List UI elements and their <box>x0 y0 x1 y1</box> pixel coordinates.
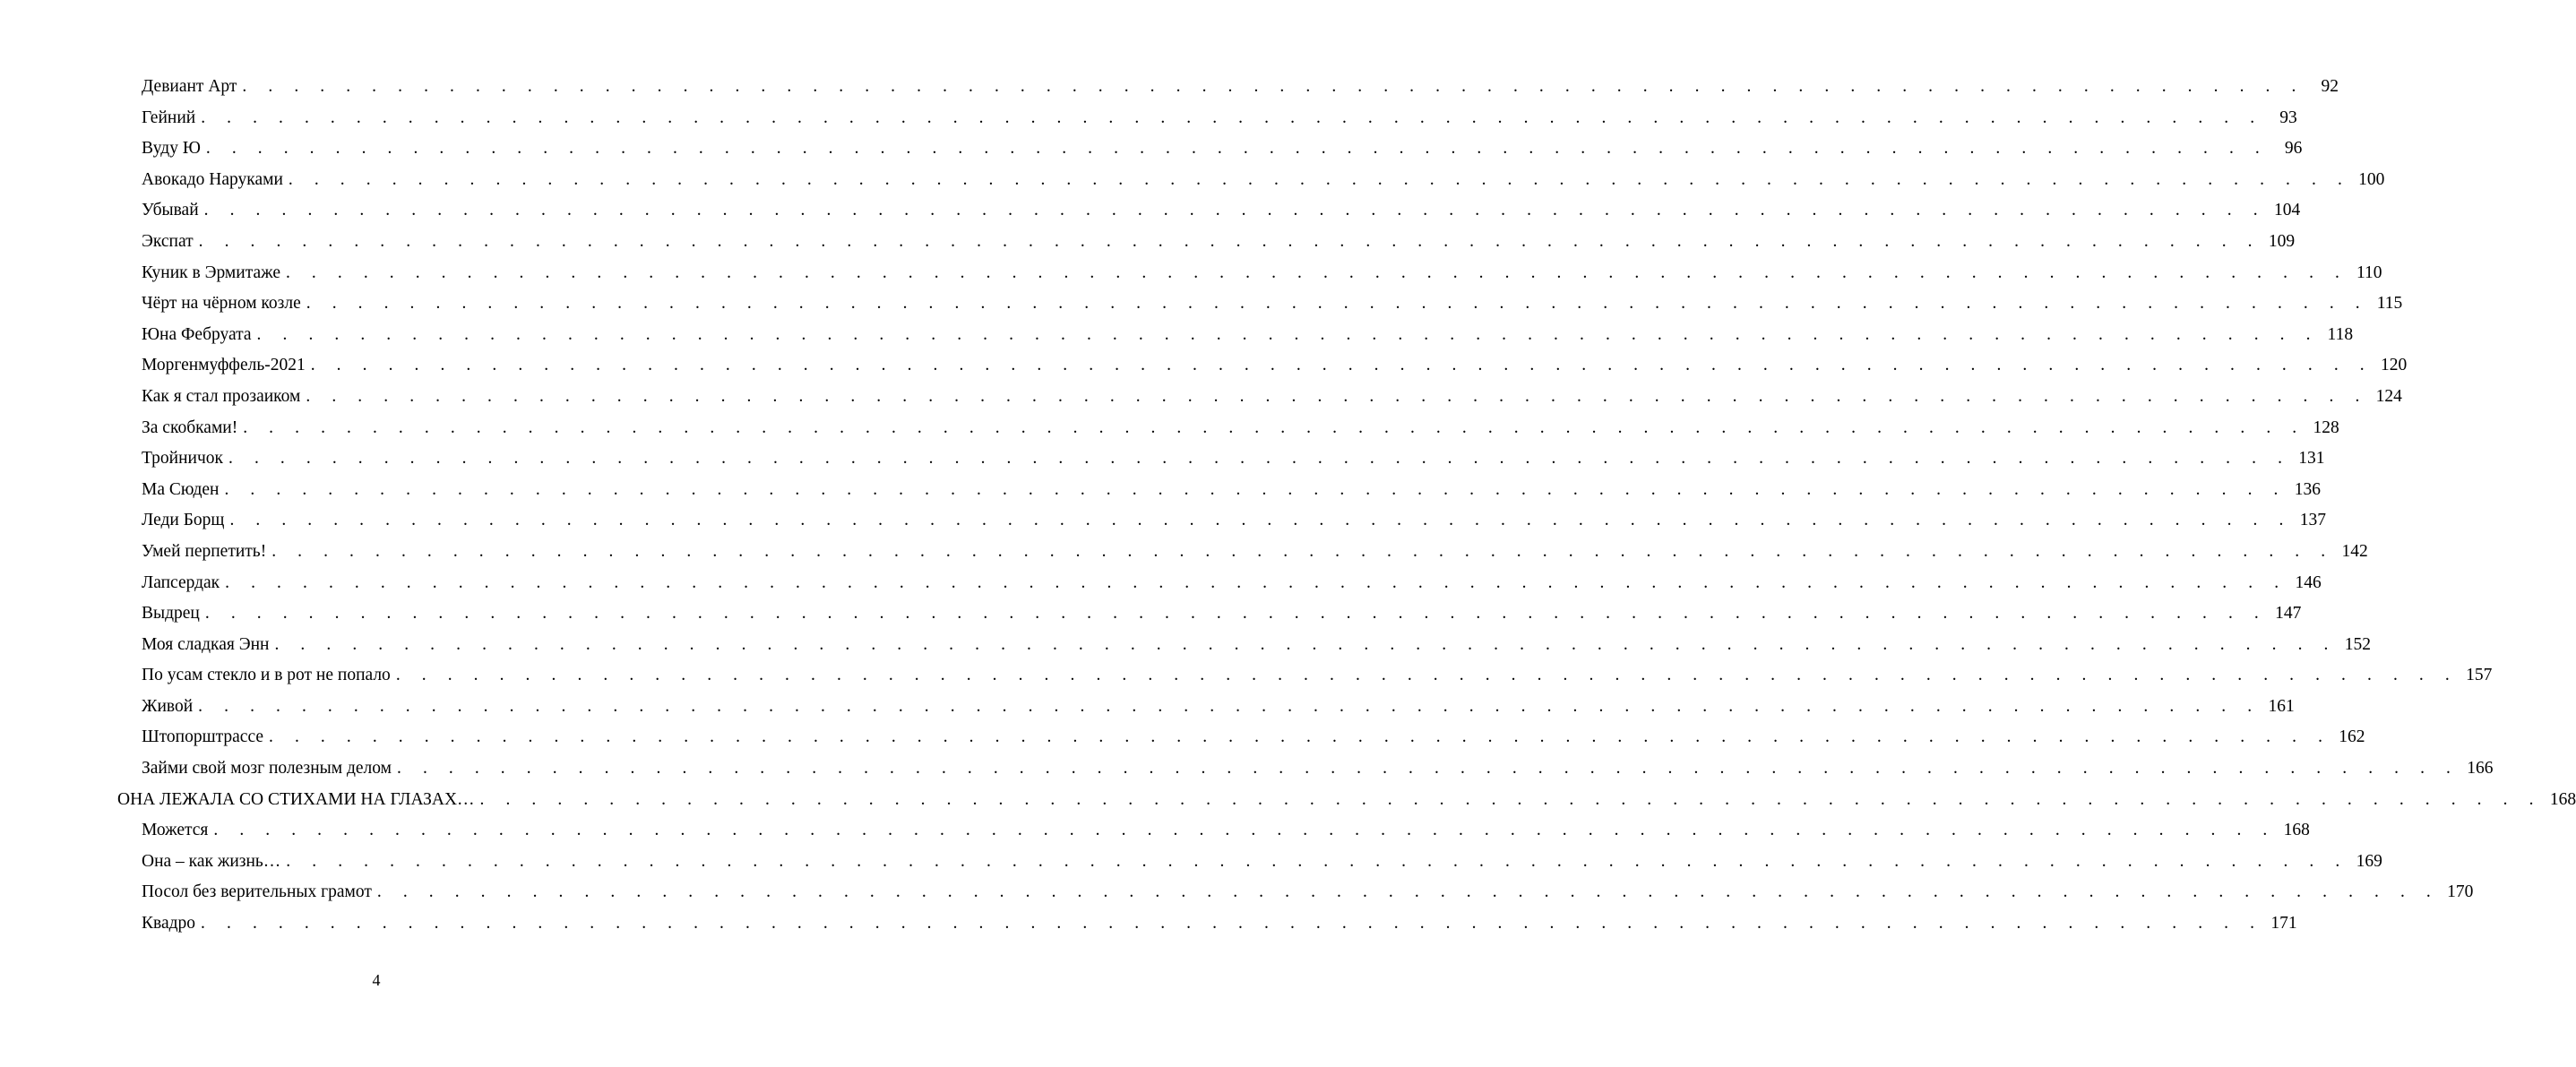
toc-dot-leader: . . . . . . . . . . . . . . . . . . . . . . . . . . . . . . . . . . . . . . . . . . . . . . . . . . . . . . . . . . . . . . . . . . . . . . . . . . . . . . . . <box>243 417 2305 437</box>
toc-dot-leader: . . . . . . . . . . . . . . . . . . . . . . . . . . . . . . . . . . . . . . . . . . . . . . . . . . . . . . . . . . . . . . . . . . . . . . . . . . . . . . . . <box>285 262 2348 282</box>
toc-entry <box>0 133 2303 165</box>
toc-entry-page: 168 <box>2283 821 2310 840</box>
toc-entry <box>0 413 2339 444</box>
toc-dot-leader: . . . . . . . . . . . . . . . . . . . . . . . . . . . . . . . . . . . . . . . . . . . . . . . . . . . . . . . . . . . . . . . . . . . . . . . . . . . . . . . . <box>274 634 2337 654</box>
toc-entry-page: 128 <box>2313 417 2339 437</box>
toc-entry-line <box>142 475 2321 506</box>
toc-entry-title: Лапсердак <box>142 572 220 592</box>
toc-entry <box>0 165 2385 196</box>
toc-entry-title: Можется <box>142 821 209 840</box>
toc-entry-title: ОНА ЛЕЖАЛА СО СТИХАМИ НА ГЛАЗАХ… <box>117 789 475 809</box>
toc-dot-leader: . . . . . . . . . . . . . . . . . . . . . . . . . . . . . . . . . . . . . . . . . . . . . . . . . . . . . . . . . . . . . . . . . . . . . . . . . . . . . . . . <box>198 231 2262 251</box>
toc-entry-title: Выдрец <box>142 604 200 624</box>
toc-entry-page: 157 <box>2466 666 2493 685</box>
toc-entry-page: 109 <box>2268 231 2296 251</box>
toc-entry <box>0 505 2326 537</box>
toc-dot-leader: . . . . . . . . . . . . . . . . . . . . . . . . . . . . . . . . . . . . . . . . . . . . . . . . . . . . . . . . . . . . . . . . . . . . . . . . . . . . . . . . <box>479 789 2543 809</box>
toc-entry-line <box>142 165 2385 196</box>
toc-dot-leader: . . . . . . . . . . . . . . . . . . . . . . . . . . . . . . . . . . . . . . . . . . . . . . . . . . . . . . . . . . . . . . . . . . . . . . . . . . . . . . . . <box>306 294 2369 314</box>
toc-entry-page: 96 <box>2284 139 2303 159</box>
toc-entry-line <box>142 382 2402 413</box>
toc-dot-leader: . . . . . . . . . . . . . . . . . . . . . . . . . . . . . . . . . . . . . . . . . . . . . . . . . . . . . . . . . . . . . . . . . . . . . . . . . . . . . . . . <box>271 541 2334 561</box>
toc-entry-page: 168 <box>2549 789 2576 809</box>
toc-entry-line <box>142 630 2371 661</box>
toc-entry-page: 104 <box>2273 201 2301 220</box>
toc-entry <box>0 443 2325 475</box>
toc-entry-line <box>142 847 2382 878</box>
toc-entry-line <box>142 722 2365 753</box>
toc-section-heading <box>0 785 2576 816</box>
toc-entry-page: 124 <box>2375 386 2402 406</box>
toc-entry-page: 146 <box>2295 572 2322 592</box>
toc-entry-title: Убывай <box>142 201 199 220</box>
toc-entry-title: Леди Борщ <box>142 511 225 530</box>
toc-dot-leader: . . . . . . . . . . . . . . . . . . . . . . . . . . . . . . . . . . . . . . . . . . . . . . . . . . . . . . . . . . . . . . . . . . . . . . . . . . . . . . . . <box>225 572 2287 592</box>
toc-entry-page: 93 <box>2279 108 2297 127</box>
toc-entry-title: Ма Сюден <box>142 479 220 499</box>
toc-entry-line <box>142 320 2354 351</box>
toc-entry-page: 137 <box>2299 511 2326 530</box>
toc-entry-page: 131 <box>2298 449 2325 469</box>
toc-dot-leader: . . . . . . . . . . . . . . . . . . . . . . . . . . . . . . . . . . . . . . . . . . . . . . . . . . . . . . . . . . . . . . . . . . . . . . . . . . . . . . . . <box>269 727 2331 747</box>
toc-dot-leader: . . . . . . . . . . . . . . . . . . . . . . . . . . . . . . . . . . . . . . . . . . . . . . . . . . . . . . . . . . . . . . . . . . . . . . . . . . . . . . . . <box>198 696 2261 716</box>
toc-entry-title: Займи свой мозг полезным делом <box>142 759 392 779</box>
toc-entry-page: 169 <box>2356 851 2382 871</box>
toc-entry <box>0 847 2382 878</box>
toc-entry-line <box>142 227 2296 258</box>
toc-entry-title: Тройничок <box>142 449 224 469</box>
toc-entry-page: 142 <box>2341 541 2368 561</box>
toc-entry-line <box>142 288 2403 320</box>
toc-entry-line <box>142 413 2339 444</box>
toc-dot-leader: . . . . . . . . . . . . . . . . . . . . . . . . . . . . . . . . . . . . . . . . . . . . . . . . . . . . . . . . . . . . . . . . . . . . . . . . . . . . . . . . <box>203 201 2267 220</box>
toc-entry-line <box>142 753 2494 785</box>
toc-entry-line <box>142 660 2493 692</box>
toc-entry <box>0 72 2339 103</box>
toc-dot-leader: . . . . . . . . . . . . . . . . . . . . . . . . . . . . . . . . . . . . . . . . . . . . . . . . . . . . . . . . . . . . . . . . . . . . . . . . . . . . . . . . <box>201 108 2263 127</box>
toc-entry-line <box>142 815 2310 847</box>
toc-dot-leader: . . . . . . . . . . . . . . . . . . . . . . . . . . . . . . . . . . . . . . . . . . . . . . . . . . . . . . . . . . . . . . . . . . . . . . . . . . . . . . . . <box>397 759 2460 779</box>
toc-entry-title: Посол без верительных грамот <box>142 882 372 902</box>
toc-entry-line <box>142 877 2474 908</box>
toc-entry-title: Умей перпетить! <box>142 541 267 561</box>
toc-entry-page: 166 <box>2467 759 2494 779</box>
toc-entry <box>0 630 2371 661</box>
toc-entry <box>0 568 2322 599</box>
toc-entry-page: 162 <box>2339 727 2365 747</box>
toc-entry-line <box>142 692 2295 723</box>
toc-dot-leader: . . . . . . . . . . . . . . . . . . . . . . . . . . . . . . . . . . . . . . . . . . . . . . . . . . . . . . . . . . . . . . . . . . . . . . . . . . . . . . . . <box>395 666 2459 685</box>
toc-entry-line <box>142 598 2302 630</box>
toc-entry <box>0 660 2493 692</box>
toc-dot-leader: . . . . . . . . . . . . . . . . . . . . . . . . . . . . . . . . . . . . . . . . . . . . . . . . . . . . . . . . . . . . . . . . . . . . . . . . . . . . . . . . <box>201 914 2263 934</box>
toc-entry-title: Она – как жизнь… <box>142 851 281 871</box>
toc-entry-page: 161 <box>2268 696 2295 716</box>
toc-entry-title: Куник в Эрмитаже <box>142 262 280 282</box>
toc-dot-leader: . . . . . . . . . . . . . . . . . . . . . . . . . . . . . . . . . . . . . . . . . . . . . . . . . . . . . . . . . . . . . . . . . . . . . . . . . . . . . . . . <box>242 77 2305 96</box>
toc-entry-title: Квадро <box>142 914 196 934</box>
toc-entry-title: Юна Фебруата <box>142 324 252 344</box>
toc-dot-leader: . . . . . . . . . . . . . . . . . . . . . . . . . . . . . . . . . . . . . . . . . . . . . . . . . . . . . . . . . . . . . . . . . . . . . . . . . . . . . . . . <box>256 324 2320 344</box>
toc-entry-title: Живой <box>142 696 194 716</box>
toc-entry <box>0 908 2297 940</box>
toc-entry-page: 92 <box>2321 77 2339 96</box>
toc-entry-title: Девиант Арт <box>142 77 237 96</box>
toc-entry <box>0 382 2402 413</box>
toc-entry <box>0 320 2354 351</box>
toc-dot-leader: . . . . . . . . . . . . . . . . . . . . . . . . . . . . . . . . . . . . . . . . . . . . . . . . . . . . . . . . . . . . . . . . . . . . . . . . . . . . . . . . <box>306 386 2368 406</box>
toc-entry <box>0 227 2296 258</box>
toc-entry-page: 110 <box>2356 262 2382 282</box>
toc-entry-line <box>117 785 2576 816</box>
toc-entry-title: Моргенмуффель-2021 <box>142 356 306 375</box>
toc-entry <box>0 877 2474 908</box>
toc-entry-title: Чёрт на чёрном козле <box>142 294 301 314</box>
toc-entry-page: 171 <box>2270 914 2297 934</box>
toc-entry-line <box>142 443 2325 475</box>
toc-entry-page: 120 <box>2381 356 2408 375</box>
toc-entry-title: Экспат <box>142 231 194 251</box>
toc-entry <box>0 815 2310 847</box>
toc-entry-title: Вуду Ю <box>142 139 201 159</box>
toc-dot-leader: . . . . . . . . . . . . . . . . . . . . . . . . . . . . . . . . . . . . . . . . . . . . . . . . . . . . . . . . . . . . . . . . . . . . . . . . . . . . . . . . <box>286 851 2348 871</box>
toc-entry-title: Как я стал прозаиком <box>142 386 301 406</box>
toc-entry-line <box>142 568 2322 599</box>
toc-entry <box>0 475 2321 506</box>
table-of-contents <box>0 72 2576 940</box>
toc-dot-leader: . . . . . . . . . . . . . . . . . . . . . . . . . . . . . . . . . . . . . . . . . . . . . . . . . . . . . . . . . . . . . . . . . . . . . . . . . . . . . . . . <box>213 821 2276 840</box>
toc-dot-leader: . . . . . . . . . . . . . . . . . . . . . . . . . . . . . . . . . . . . . . . . . . . . . . . . . . . . . . . . . . . . . . . . . . . . . . . . . . . . . . . . <box>228 449 2291 469</box>
toc-entry <box>0 258 2382 289</box>
toc-entry-line <box>142 350 2408 382</box>
toc-dot-leader: . . . . . . . . . . . . . . . . . . . . . . . . . . . . . . . . . . . . . . . . . . . . . . . . . . . . . . . . . . . . . . . . . . . . . . . . . . . . . . . . <box>224 479 2287 499</box>
toc-entry <box>0 722 2365 753</box>
toc-entry <box>0 537 2368 568</box>
toc-entry-line <box>142 258 2382 289</box>
toc-entry <box>0 350 2408 382</box>
toc-entry-page: 147 <box>2275 604 2302 624</box>
toc-entry-title: По усам стекло и в рот не попало <box>142 666 391 685</box>
toc-entry-page: 136 <box>2294 479 2321 499</box>
toc-entry-line <box>142 537 2368 568</box>
toc-entry-line <box>142 72 2339 103</box>
toc-entry-page: 152 <box>2344 634 2371 654</box>
toc-entry-page: 100 <box>2358 169 2385 189</box>
toc-entry-title: Штопорштрассе <box>142 727 264 747</box>
toc-dot-leader: . . . . . . . . . . . . . . . . . . . . . . . . . . . . . . . . . . . . . . . . . . . . . . . . . . . . . . . . . . . . . . . . . . . . . . . . . . . . . . . . <box>310 356 2374 375</box>
toc-entry-title: Моя сладкая Энн <box>142 634 270 654</box>
toc-entry <box>0 103 2297 134</box>
toc-entry-line <box>142 133 2303 165</box>
toc-entry-title: Гейний <box>142 108 196 127</box>
toc-dot-leader: . . . . . . . . . . . . . . . . . . . . . . . . . . . . . . . . . . . . . . . . . . . . . . . . . . . . . . . . . . . . . . . . . . . . . . . . . . . . . . . . <box>205 139 2269 159</box>
toc-entry <box>0 753 2494 785</box>
page-number: 4 <box>372 971 381 989</box>
toc-entry-line <box>142 103 2297 134</box>
toc-entry-line <box>142 908 2297 940</box>
toc-dot-leader: . . . . . . . . . . . . . . . . . . . . . . . . . . . . . . . . . . . . . . . . . . . . . . . . . . . . . . . . . . . . . . . . . . . . . . . . . . . . . . . . <box>376 882 2440 902</box>
toc-entry-page: 118 <box>2327 324 2354 344</box>
toc-entry <box>0 598 2302 630</box>
toc-dot-leader: . . . . . . . . . . . . . . . . . . . . . . . . . . . . . . . . . . . . . . . . . . . . . . . . . . . . . . . . . . . . . . . . . . . . . . . . . . . . . . . . <box>204 604 2268 624</box>
toc-dot-leader: . . . . . . . . . . . . . . . . . . . . . . . . . . . . . . . . . . . . . . . . . . . . . . . . . . . . . . . . . . . . . . . . . . . . . . . . . . . . . . . . <box>288 169 2351 189</box>
toc-entry <box>0 692 2295 723</box>
toc-entry-title: За скобками! <box>142 417 238 437</box>
toc-entry-title: Авокадо Наруками <box>142 169 283 189</box>
toc-entry-line <box>142 195 2301 227</box>
toc-entry-line <box>142 505 2326 537</box>
toc-entry <box>0 195 2301 227</box>
toc-entry-page: 115 <box>2376 294 2403 314</box>
toc-entry-page: 170 <box>2447 882 2474 902</box>
toc-dot-leader: . . . . . . . . . . . . . . . . . . . . . . . . . . . . . . . . . . . . . . . . . . . . . . . . . . . . . . . . . . . . . . . . . . . . . . . . . . . . . . . . <box>229 511 2292 530</box>
toc-entry <box>0 288 2403 320</box>
